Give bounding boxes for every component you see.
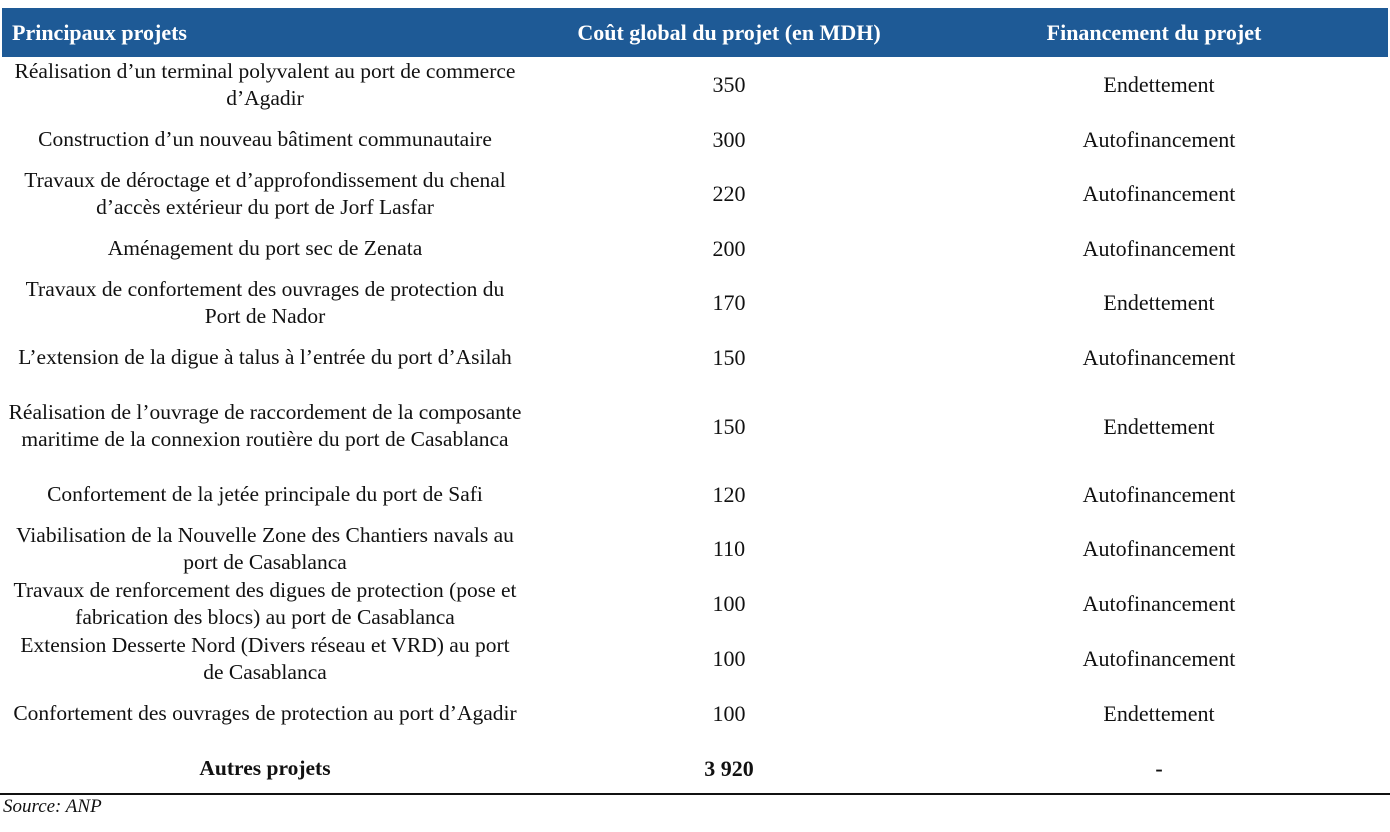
other-projects-cost: 3 920 [704,755,754,781]
header-cout-global: Coût global du projet (en MDH) [577,19,881,45]
project-cost-cell: 300 [712,126,746,152]
project-financing-cell: Endettement [1103,290,1215,315]
project-name-cell: Viabilisation de la Nouvelle Zone des Chantiers navals au port de Casablanca [16,522,514,574]
project-name-cell: Confortement de la jetée principale du port de Safi [47,481,483,506]
project-name-cell: Travaux de confortement des ouvrages de protection du Port de Nador [25,276,505,328]
project-financing-cell: Endettement [1103,701,1215,726]
project-financing-cell: Endettement [1103,72,1215,97]
header-principaux-projets: Principaux projets [12,19,187,45]
table-header [2,8,1388,57]
project-name-cell: Réalisation d’un terminal polyvalent au port de commerce d’Agadir [14,58,516,110]
project-financing-cell: Autofinancement [1082,181,1236,206]
project-name-cell: Construction d’un nouveau bâtiment communautaire [38,126,492,151]
table-row [2,631,1388,686]
project-name-cell: Réalisation de l’ouvrage de raccordement de la composante maritime de la connexion routière du port de Casablanca [8,400,522,451]
project-name-cell: Travaux de renforcement des digues de protection (pose et fabrication des blocs) au port de Casablanca [13,577,517,629]
project-cost-cell: 170 [712,290,746,315]
table-row [2,686,1388,741]
table-row [2,467,1388,521]
project-name-cell: Confortement des ouvrages de protection au port d’Agadir [13,701,517,725]
project-cost-cell: 150 [712,413,746,439]
table-row [2,330,1388,385]
table-row [2,275,1388,330]
project-name-cell: Aménagement du port sec de Zenata [107,235,423,260]
header-row [2,8,1388,57]
table-row [2,57,1388,112]
project-cost-cell: 100 [712,591,746,616]
project-cost-cell: 110 [712,536,746,561]
project-financing-cell: Autofinancement [1082,481,1236,507]
project-financing-cell: Autofinancement [1082,345,1236,370]
table-row [2,385,1388,467]
project-cost-cell: 220 [712,181,746,206]
project-financing-cell: Autofinancement [1082,591,1236,616]
project-cost-cell: 100 [712,701,746,726]
project-cost-cell: 150 [712,345,746,370]
table-row [2,221,1388,275]
table-row [2,112,1388,166]
project-name-cell: Travaux de déroctage et d’approfondissement du chenal d’accès extérieur du port de Jorf Lasfar [24,167,506,219]
projects-table-container [2,8,1388,795]
project-financing-cell: Autofinancement [1082,536,1236,561]
project-name-cell: Extension Desserte Nord (Divers réseau et VRD) au port de Casablanca [20,632,510,684]
table-row [2,576,1388,631]
source-note: Source: ANP [3,796,102,817]
project-cost-cell: 100 [712,646,746,671]
other-projects-label: Autres projets [199,755,331,780]
project-financing-cell: Autofinancement [1082,126,1236,152]
other-projects-financing: - [1155,755,1163,781]
table-body [2,57,1388,795]
table-row [2,521,1388,576]
table-row-total [2,741,1388,795]
project-financing-cell: Endettement [1103,413,1215,439]
project-financing-cell: Autofinancement [1082,646,1236,671]
project-cost-cell: 200 [712,235,746,261]
project-name-cell: L’extension de la digue à talus à l’entrée du port d’Asilah [18,345,512,369]
projects-table [2,8,1388,795]
header-financement: Financement du projet [1046,19,1262,45]
table-row [2,166,1388,221]
project-cost-cell: 350 [712,72,746,97]
project-financing-cell: Autofinancement [1082,235,1236,261]
project-cost-cell: 120 [712,481,746,507]
table-bottom-rule [0,793,1390,795]
